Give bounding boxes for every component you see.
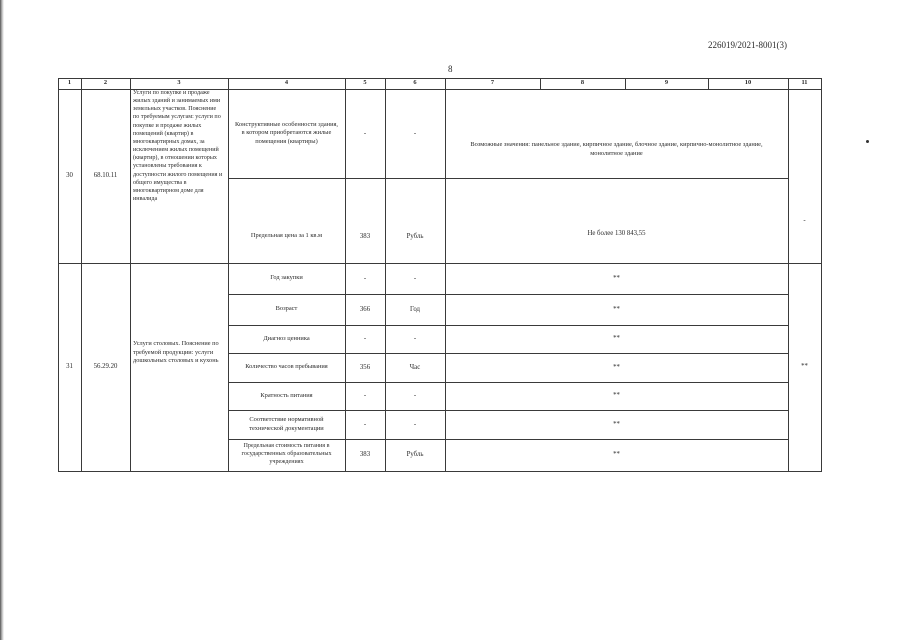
col-header-5: 5: [363, 79, 367, 87]
row30-char-2-name: Предельная цена за 1 кв.м: [250, 232, 323, 240]
row31-char-2-name: Возраст: [275, 305, 298, 313]
row31-char-2-unit: Год: [410, 305, 420, 313]
row31-char-7-unit: Рубль: [406, 451, 424, 459]
row31-char-3-value: **: [613, 335, 620, 343]
row31-char-2-unit-code: 366: [359, 305, 371, 313]
row30-number: 30: [66, 172, 73, 180]
col-header-2: 2: [103, 79, 108, 87]
row31-number: 31: [66, 363, 73, 371]
row30-char-2-unit: Рубль: [406, 232, 424, 240]
col-header-11: 11: [801, 79, 808, 87]
row31-char-4-unit-code: 356: [359, 363, 371, 371]
row31-char-5-name: Кратность питания: [260, 391, 313, 399]
col-header-3: 3: [177, 79, 181, 87]
row30-okpd2-code: 68.10.11: [93, 172, 118, 180]
row31-char-5-unit-code: -: [363, 392, 367, 400]
row31-char-1-unit-code: -: [363, 274, 367, 282]
col-header-6: 6: [413, 79, 417, 87]
page-number: 8: [448, 64, 453, 74]
col-header-7: 7: [490, 79, 495, 87]
row31-char-6-unit: -: [413, 420, 417, 428]
row31-col11: **: [801, 363, 808, 371]
col-header-1: 1: [67, 79, 72, 87]
row31-char-3-unit-code: -: [363, 335, 367, 343]
col-header-4: 4: [284, 79, 289, 87]
row31-char-1-unit: -: [413, 274, 417, 282]
table-border-bottom: [58, 471, 821, 472]
row30-char-1-value: Возможные значения: панельное здание, кирпичное здание, блочное здание, кирпично-монолитное здание, монолитное здание: [470, 141, 763, 157]
row31-char-1-value: **: [613, 274, 620, 282]
row31-char-6-value: **: [613, 420, 620, 428]
row31-char-2-value: **: [613, 305, 620, 313]
document-id: 226019/2021-8001(3): [708, 40, 787, 50]
row31-char-6-name: Соответствие нормативной технической документации: [249, 415, 324, 432]
row31-char-4-unit: Час: [409, 363, 421, 371]
row31-char-7-value: **: [613, 451, 620, 459]
row30-char-1-unit-code: -: [363, 129, 367, 137]
row30-col11: -: [803, 216, 806, 224]
row31-char-4-name: Количество часов пребывания: [245, 363, 328, 371]
row31-okpd2-code: 56.29.20: [93, 363, 118, 371]
row30-char-1-name: Конструктивные особенности здания, в котором приобретаются жилые помещения (квартиры): [234, 120, 339, 145]
row30-char-2-unit-code: 383: [359, 232, 371, 240]
col-header-8: 8: [580, 79, 585, 87]
row31-char-5-unit: -: [413, 392, 417, 400]
row30-char-2-value: Не более 130 843,55: [587, 229, 646, 237]
row31-char-4-value: **: [613, 363, 620, 371]
table-border-right: [821, 78, 822, 472]
row30-service-description: Услуги по покупке и продаже жилых зданий и занимаемых ими земельных участков. Пояснение по требуемым услугам: услуги по покупке и продаже жилых помещений (квартир) в многоквартирных домах, за исключением жилых помещений (квартир), в отношении которых установлены требования к доступности жилого помещения и общего имущества в многоквартирном доме для инвалида: [133, 90, 223, 203]
row31-char-7-name: Предельная стоимость питания в государственных образовательных учреждениях: [241, 443, 332, 465]
col-header-9: 9: [664, 79, 669, 87]
row30-char-1-unit: -: [413, 129, 417, 137]
row31-char-7-unit-code: 383: [359, 451, 371, 459]
row31-char-1-name: Год закупки: [270, 274, 303, 282]
row31-char-5-value: **: [613, 392, 620, 400]
col-header-10: 10: [744, 79, 752, 87]
row31-char-3-name: Диагноз ценника: [263, 334, 310, 342]
row31-char-6-unit-code: -: [363, 420, 367, 428]
row31-service-description: Услуги столовых. Пояснение по требуемой продукции: услуги дошкольных столовых и кухонь: [133, 340, 219, 364]
row31-char-3-unit: -: [413, 335, 417, 343]
